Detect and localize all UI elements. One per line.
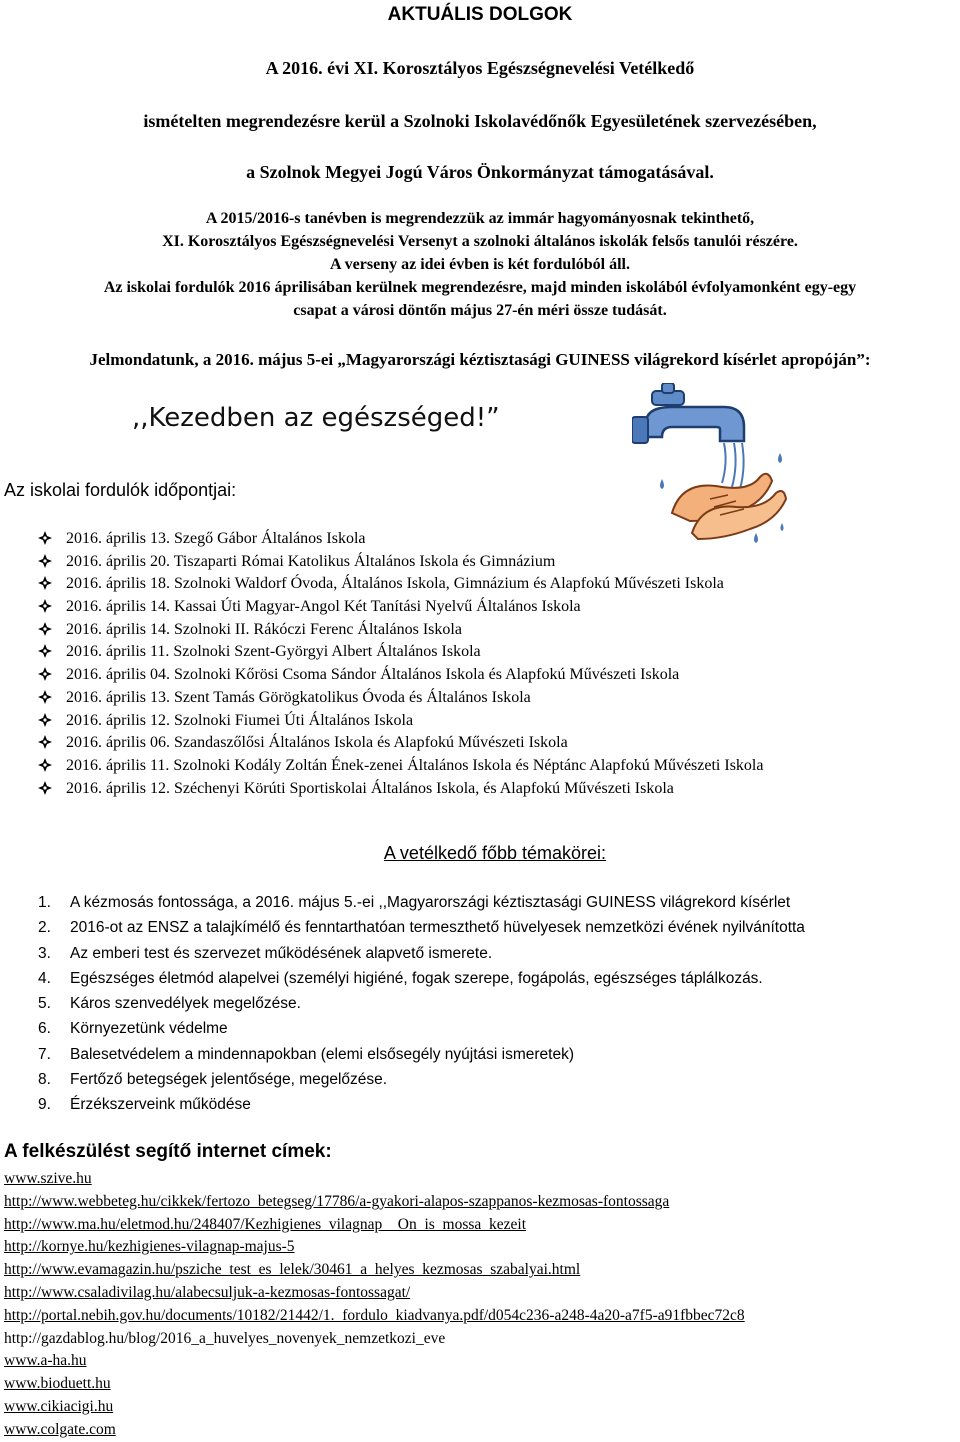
diamond-bullet-icon [38, 621, 52, 635]
schedule-item-text: 2016. április 12. Széchenyi Körúti Sportiskolai Általános Iskola, és Alapfokú Művészeti Iskola [66, 779, 674, 797]
link-item [4, 1259, 745, 1282]
link-url[interactable]: www.bioduett.hu [4, 1375, 111, 1393]
topic-number: 4. [38, 969, 51, 987]
schedule-item [38, 641, 763, 664]
topic-number: 2. [38, 919, 51, 937]
diamond-bullet-icon [38, 757, 52, 771]
topic-item [38, 1042, 805, 1067]
topic-text: Érzékszerveink működése [70, 1096, 251, 1114]
topic-number: 7. [38, 1045, 51, 1063]
schedule-item-text: 2016. április 12. Szolnoki Fiumei Úti Általános Iskola [66, 711, 414, 729]
topic-text: Balesetvédelem a mindennapokban (elemi elsősegély nyújtási ismeretek) [70, 1045, 575, 1063]
topics-title: A vetélkedő főbb témakörei: [383, 843, 607, 863]
diamond-bullet-icon [38, 598, 52, 612]
diamond-bullet-icon [38, 666, 52, 680]
intro-paragraph-3: A verseny az idei évben is két fordulóból áll. [330, 256, 630, 273]
schedule-item-text: 2016. április 13. Szegő Gábor Általános Iskola [66, 530, 366, 547]
page-title: AKTUÁLIS DOLGOK [387, 4, 573, 25]
schedule-list [38, 528, 763, 800]
topic-number: 1. [38, 894, 51, 911]
link-url[interactable]: www.cikiacigi.hu [4, 1397, 114, 1415]
topic-text: A kézmosás fontossága, a 2016. május 5.-ei ,,Magyarországi kéztisztasági GUINESS világrekord kísérlet [70, 894, 791, 911]
intro-paragraph-2: XI. Korosztályos Egészségnevelési Versenyt a szolnoki általános iskolák felsős tanulói részére. [162, 233, 798, 250]
schedule-item [38, 619, 763, 642]
schedule-item [38, 528, 763, 551]
link-item [4, 1191, 745, 1214]
diamond-bullet-icon [38, 689, 52, 703]
link-url[interactable]: http://portal.nebih.gov.hu/documents/10182/21442/1._fordulo_kiadvanya.pdf/d054c236-a248-4a20-a7f5-a91fbbec72c8 [4, 1306, 745, 1324]
topic-item [38, 890, 805, 915]
schedule-item [38, 732, 763, 755]
diamond-bullet-icon [38, 734, 52, 748]
intro-line-1: A 2016. évi XI. Korosztályos Egészségnevelési Vetélkedő [265, 58, 695, 78]
topic-number: 9. [38, 1096, 51, 1114]
topic-number: 3. [38, 944, 51, 962]
topic-text: Egészséges életmód alapelvei (személyi higiéné, fogak szerepe, fogápolás, egészséges táplálkozás. [70, 969, 763, 987]
link-url[interactable]: www.a-ha.hu [4, 1352, 87, 1370]
schedule-item-text: 2016. április 13. Szent Tamás Görögkatolikus Óvoda és Általános Iskola [66, 688, 531, 706]
schedule-item [38, 551, 763, 574]
topic-item [38, 991, 805, 1016]
topic-number: 8. [38, 1071, 51, 1089]
link-item [4, 1350, 745, 1373]
topic-text: Környezetünk védelme [70, 1020, 228, 1038]
schedule-item-text: 2016. április 11. Szolnoki Szent-Györgyi Albert Általános Iskola [66, 643, 481, 661]
link-item [4, 1396, 745, 1419]
link-url[interactable]: http://www.ma.hu/eletmod.hu/248407/Kezhigienes_vilagnap__On_is_mossa_kezeit [4, 1215, 527, 1233]
schedule-item [38, 710, 763, 733]
link-url[interactable]: http://kornye.hu/kezhigienes-vilagnap-majus-5 [4, 1238, 295, 1256]
link-item [4, 1328, 745, 1351]
link-item [4, 1373, 745, 1396]
topic-text: 2016-ot az ENSZ a talajkímélő és fenntarthatóan termeszthető hüvelyesek nemzetközi évének nyilvánította [70, 919, 805, 937]
diamond-bullet-icon [38, 530, 52, 544]
intro-paragraph-5: csapat a városi döntőn május 27-én méri össze tudását. [293, 302, 667, 319]
schedule-item [38, 778, 763, 801]
topic-number: 6. [38, 1020, 51, 1038]
schedule-item-text: 2016. április 20. Tiszaparti Római Katolikus Általános Iskola és Gimnázium [66, 552, 556, 570]
diamond-bullet-icon [38, 712, 52, 726]
link-url: http://gazdablog.hu/blog/2016_a_huvelyes_novenyek_nemzetkozi_eve [4, 1329, 446, 1347]
link-item [4, 1214, 745, 1237]
intro-paragraph-4: Az iskolai fordulók 2016 áprilisában kerülnek megrendezésre, majd minden iskolából évfolyamonként egy-egy [103, 279, 857, 296]
link-item [4, 1236, 745, 1259]
diamond-bullet-icon [38, 643, 52, 657]
schedule-item [38, 687, 763, 710]
schedule-item-text: 2016. április 11. Szolnoki Kodály Zoltán Ének-zenei Általános Iskola és Néptánc Alapfokú Művészeti Iskola [66, 756, 764, 774]
diamond-bullet-icon [38, 575, 52, 589]
schedule-item [38, 596, 763, 619]
schedule-item [38, 664, 763, 687]
link-url[interactable]: http://www.csaladivilag.hu/alabecsuljuk-a-kezmosas-fontossagat/ [4, 1283, 411, 1301]
link-url[interactable]: www.colgate.com [4, 1420, 116, 1438]
link-url[interactable]: www.szive.hu [4, 1170, 92, 1187]
topic-item [38, 966, 805, 991]
diamond-bullet-icon [38, 553, 52, 567]
link-item [4, 1168, 745, 1191]
topic-item [38, 1016, 805, 1041]
topic-text: Káros szenvedélyek megelőzése. [70, 995, 301, 1013]
schedule-item-text: 2016. április 18. Szolnoki Waldorf Óvoda, Általános Iskola, Gimnázium és Alapfokú Művészeti Iskola [66, 575, 724, 593]
topics-list [38, 890, 805, 1118]
schedule-item-text: 2016. április 06. Szandaszőlősi Általános Iskola és Alapfokú Művészeti Iskola [66, 734, 568, 752]
link-item [4, 1305, 745, 1328]
links-title: A felkészülést segítő internet címek: [4, 1141, 332, 1162]
topic-item [38, 1067, 805, 1092]
faucet-handwashing-icon [632, 383, 797, 545]
topic-item [38, 915, 805, 940]
intro-paragraph-1: A 2015/2016-s tanévben is megrendezzük az immár hagyományosnak tekinthető, [205, 210, 755, 227]
topic-item [38, 941, 805, 966]
links-list [4, 1168, 745, 1442]
slogan: ,,Kezedben az egészséged!” [132, 403, 500, 433]
link-item [4, 1282, 745, 1305]
schedule-item [38, 573, 763, 596]
link-url[interactable]: http://www.webbeteg.hu/cikkek/fertozo_betegseg/17786/a-gyakori-alapos-szappanos-kezmosas-fontossaga [4, 1192, 670, 1210]
schedule-item-text: 2016. április 04. Szolnoki Kőrösi Csoma Sándor Általános Iskola és Alapfokú Művészeti Iskola [66, 666, 680, 684]
intro-line-2: ismételten megrendezésre kerül a Szolnoki Iskolavédőnők Egyesületének szervezésében, [143, 111, 817, 131]
diamond-bullet-icon [38, 780, 52, 794]
schedule-item [38, 755, 763, 778]
schedule-title: Az iskolai fordulók időpontjai: [4, 480, 237, 500]
link-url[interactable]: http://www.evamagazin.hu/psziche_test_es_lelek/30461_a_helyes_kezmosas_szabalyai.html [4, 1261, 581, 1279]
schedule-item-text: 2016. április 14. Szolnoki II. Rákóczi Ferenc Általános Iskola [66, 620, 462, 638]
topic-item [38, 1092, 805, 1117]
motto-line: Jelmondatunk, a 2016. május 5-ei „Magyarországi kéztisztasági GUINESS világrekord kísérlet apropóján”: [89, 350, 871, 369]
topic-number: 5. [38, 995, 51, 1013]
schedule-item-text: 2016. április 14. Kassai Úti Magyar-Angol Két Tanítási Nyelvű Általános Iskola [66, 598, 581, 616]
topic-text: Fertőző betegségek jelentősége, megelőzése. [70, 1071, 388, 1089]
intro-line-3: a Szolnok Megyei Jogú Város Önkormányzat támogatásával. [246, 162, 714, 182]
topic-text: Az emberi test és szervezet működésének alapvető ismerete. [70, 944, 493, 962]
link-item [4, 1419, 745, 1442]
